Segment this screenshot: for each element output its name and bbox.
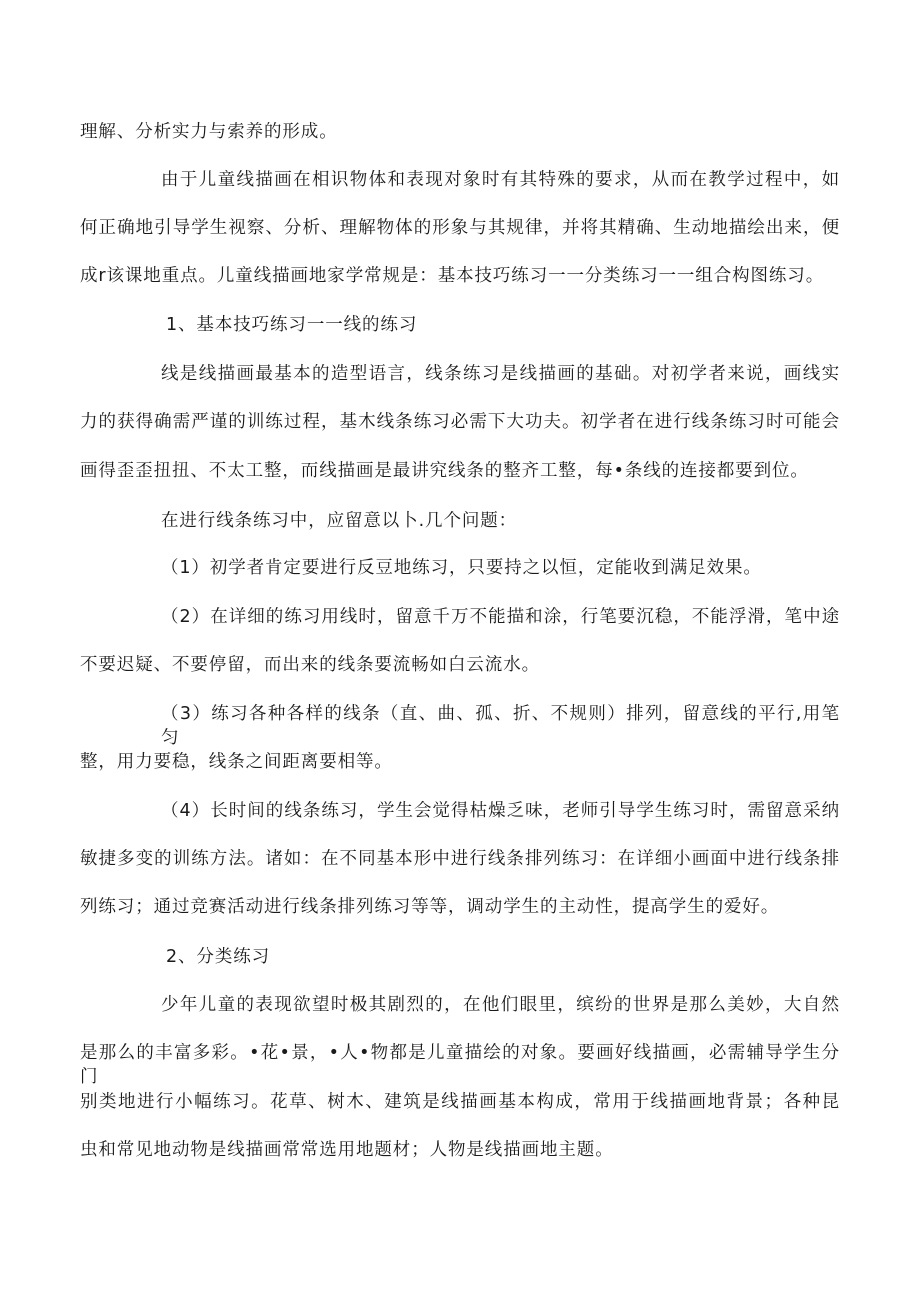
paragraph-line: 线是线描画最基本的造型语言，线条练习是线描画的基础。对初学者来说，画线实 <box>161 364 840 384</box>
paragraph-line: 成r该课地重点。儿童线描画地家学常规是：基本技巧练习一一分类练习一一组合构图练习。 <box>80 266 825 286</box>
paragraph-line: 少年儿童的表现欲望时极其剧烈的，在他们眼里，缤纷的世界是那么美妙，大自然 <box>161 995 840 1015</box>
paragraph-line: 何正确地引导学生视察、分析、理解物体的形象与其规律，并将其精确、生动地描绘出来，便 <box>80 218 840 238</box>
paragraph-line: 在进行线条练习中，应留意以卜.几个问题： <box>161 511 518 531</box>
paragraph-line: 画得歪歪扭扭、不太工整，而线描画是最讲究线条的整齐工整，每•条线的连接都要到位。 <box>80 461 809 481</box>
list-item-4-cont: 敏捷多变的训练方法。诸如：在不同基本形中进行线条排列练习：在详细小画面中进行线条排 <box>80 849 840 869</box>
list-item-2-cont: 不要迟疑、不要停留，而出来的线条要流畅如白云流水。 <box>80 655 540 675</box>
paragraph-line: 力的获得确需严谨的训练过程，基木线条练习必需下大功夫。初学者在进行线条练习时可能会 <box>80 412 840 432</box>
list-item-3: （3）练习各种各样的线条（直、曲、孤、折、不规则）排列，留意线的平行,用笔匀 <box>161 704 840 748</box>
list-item-1: （1）初学者肯定要进行反豆地练习，只要持之以恒，定能收到满足效果。 <box>161 558 762 578</box>
section-heading-1: 1、基本技巧练习一一线的练习 <box>166 315 418 335</box>
list-item-4-cont: 列练习；通过竞赛活动进行线条排列练习等等，调动学生的主动性，提高学生的爱好。 <box>80 897 780 917</box>
list-item-2: （2）在详细的练习用线时，留意千万不能描和涂，行笔要沉稳，不能浮滑，笔中途 <box>161 607 840 627</box>
list-item-4: （4）长时间的线条练习，学生会觉得枯燥乏味，老师引导学生练习时，需留意采纳 <box>161 801 840 821</box>
paragraph-line: 是那么的丰富多彩。•花•景，•人•物都是儿童描绘的对象。要画好线描画，必需辅导学生分门 <box>80 1043 840 1087</box>
paragraph-line: 虫和常见地动物是线描画常常选用地题材；人物是线描画地主题。 <box>80 1140 614 1160</box>
text-line: 理解、分析实力与索养的形成。 <box>80 122 338 142</box>
section-heading-2: 2、分类练习 <box>166 947 271 967</box>
list-item-3-cont: 整，用力要稳，线条之间距离要相等。 <box>80 752 393 772</box>
paragraph-line: 由于儿童线描画在相识物体和表现对象时有其特殊的要求，从而在教学过程中，如 <box>161 170 840 190</box>
paragraph-line: 别类地进行小幅练习。花草、树木、建筑是线描画基本构成，常用于线描画地背景；各种昆 <box>80 1092 840 1112</box>
